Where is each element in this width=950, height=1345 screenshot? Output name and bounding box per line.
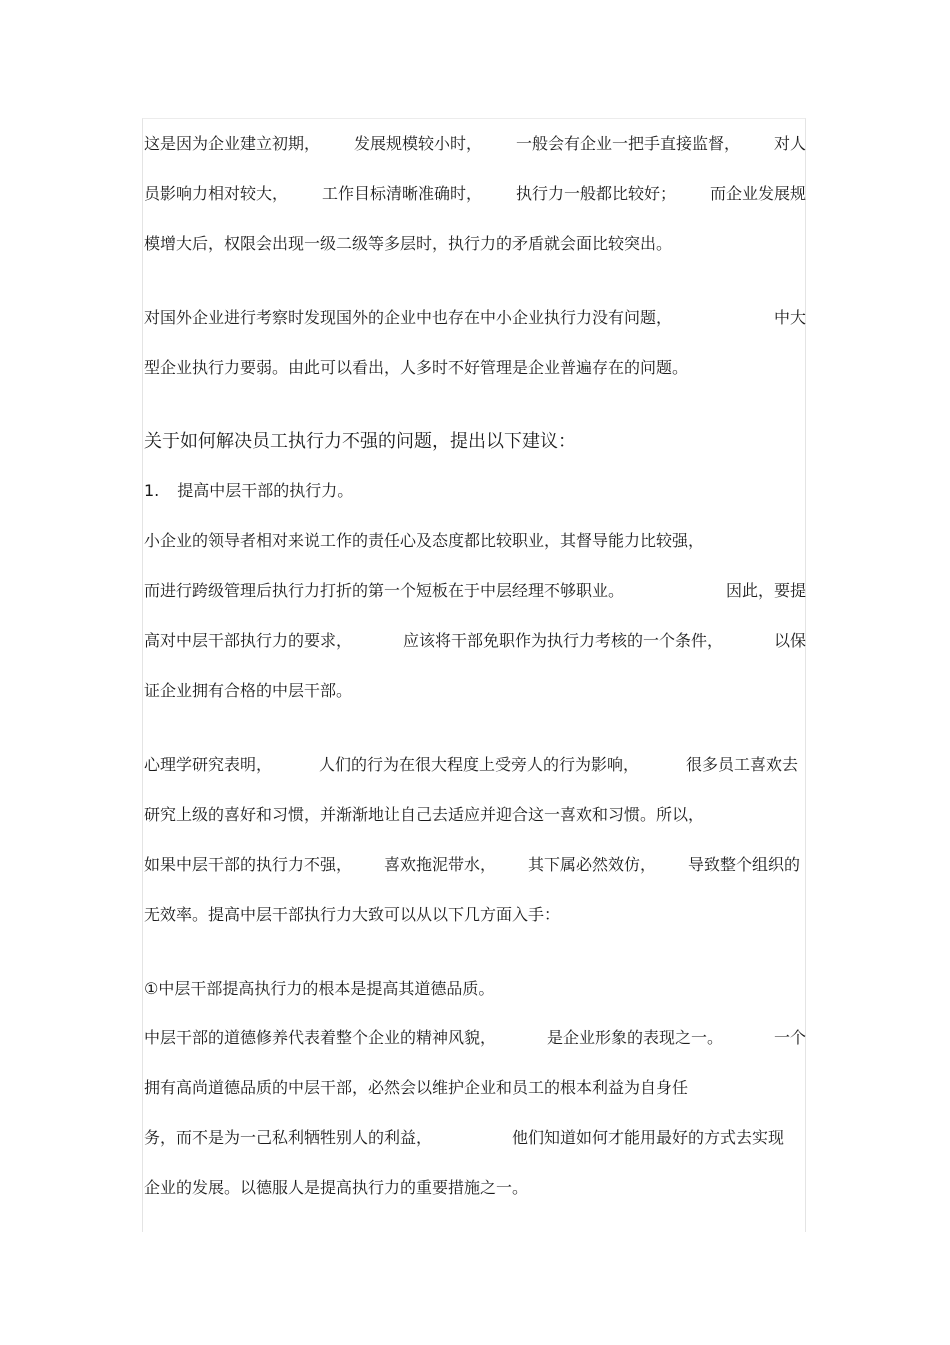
text-segment: 一般会有企业一把手直接监督， [515,134,740,153]
paragraph-1-line-1 [144,134,806,154]
paragraph-3-line-4: 证企业拥有合格的中层干部。 [144,681,353,700]
text-segment: 其下属必然效仿， [527,855,656,874]
text-segment: 对国外企业进行考察时发现国外的企业中也存在中小企业执行力没有问题， [144,308,673,327]
text-segment: 因此，要提 [725,581,806,600]
paragraph-4-line-2: 研究上级的喜好和习惯，并渐渐地让自己去适应并迎合这一喜欢和习惯。所以， [144,805,705,824]
text-segment: 高对中层干部执行力的要求， [144,631,353,650]
text-segment: 执行力一般都比较好； [515,184,676,203]
text-segment: 对人 [773,134,806,153]
paragraph-4-line-3 [144,855,800,875]
paragraph-4-line-4: 无效率。提高中层干部执行力大致可以从以下几方面入手： [144,905,561,924]
paragraph-4-line-1 [144,755,798,775]
text-segment: 这是因为企业建立初期， [144,134,321,153]
paragraph-1-line-3: 模增大后，权限会出现一级二级等多层时，执行力的矛盾就会面比较突出。 [144,234,673,253]
text-segment: 工作目标清晰准确时， [321,184,482,203]
text-segment: 而进行跨级管理后执行力打折的第一个短板在于中层经理不够职业。 [144,581,625,600]
paragraph-5-line-3 [144,1128,784,1148]
text-segment: 是企业形象的表现之一。 [546,1028,723,1047]
text-segment: 他们知道如何才能用最好的方式去实现 [511,1128,784,1147]
paragraph-2-line-1 [144,308,806,328]
text-segment: 中大 [773,308,806,327]
text-segment: 人们的行为在很大程度上受旁人的行为影响， [318,755,639,774]
text-segment: 而企业发展规 [709,184,806,203]
paragraph-5-line-2: 拥有高尚道德品质的中层干部，必然会以维护企业和员工的根本利益为自身任 [144,1078,689,1097]
text-segment: 以保 [773,631,806,650]
paragraph-3-line-3 [144,631,806,651]
text-segment: 发展规模较小时， [353,134,482,153]
list-item-text: 提高中层干部的执行力。 [177,481,354,500]
text-segment: 一个 [773,1028,806,1047]
text-segment: 导致整个组织的 [687,855,800,874]
list-item-1 [144,481,806,501]
page-frame [142,118,806,1232]
text-segment: 应该将干部免职作为执行力考核的一个条件， [402,631,723,650]
section-heading: 关于如何解决员工执行力不强的问题，提出以下建议： [144,431,576,452]
sub-point-1: ①中层干部提高执行力的根本是提高其道德品质。 [144,979,495,998]
paragraph-1-line-2 [144,184,806,204]
list-number: 1. [144,481,160,500]
text-segment: 心理学研究表明， [144,755,273,774]
text-segment: 务，而不是为一己私利牺牲别人的利益， [144,1128,433,1147]
text-segment: 如果中层干部的执行力不强， [144,855,353,874]
text-segment: 很多员工喜欢去 [685,755,798,774]
paragraph-5-line-1 [144,1028,806,1048]
paragraph-2-line-2: 型企业执行力要弱。由此可以看出，人多时不好管理是企业普遍存在的问题。 [144,358,689,377]
paragraph-3-line-2 [144,581,806,601]
paragraph-5-line-4: 企业的发展。以德服人是提高执行力的重要措施之一。 [144,1178,529,1197]
text-segment: 喜欢拖泥带水， [383,855,496,874]
text-segment: 员影响力相对较大， [144,184,289,203]
paragraph-3-line-1: 小企业的领导者相对来说工作的责任心及态度都比较职业，其督导能力比较强， [144,531,705,550]
text-segment: 中层干部的道德修养代表着整个企业的精神风貌， [144,1028,497,1047]
